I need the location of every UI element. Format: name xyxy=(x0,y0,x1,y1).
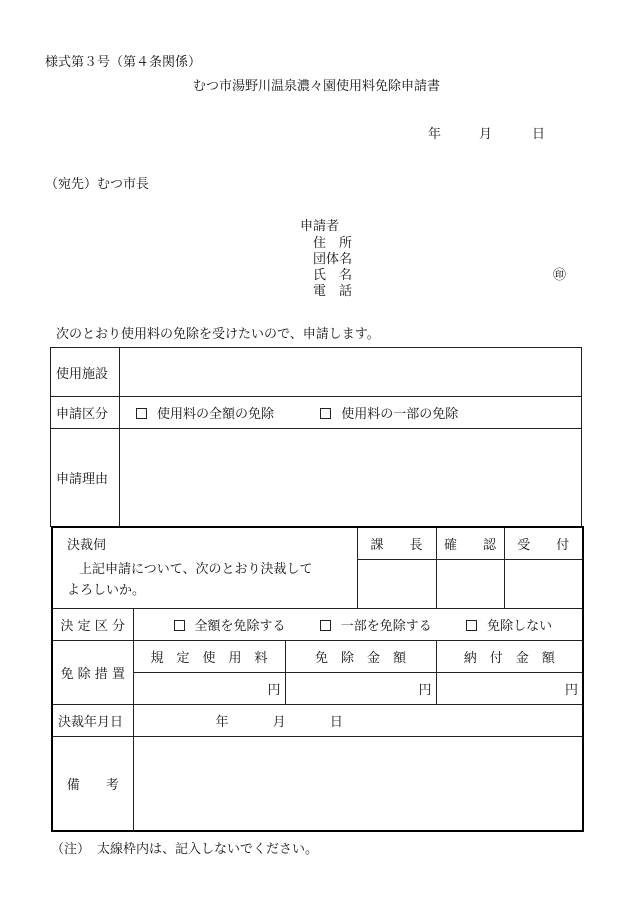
yen-unit: 円 xyxy=(267,682,281,698)
request-title: 決裁伺 xyxy=(52,527,357,559)
approver-receipt-label: 受 付 xyxy=(504,527,583,559)
standard-fee-field[interactable] xyxy=(133,672,285,704)
yen-unit: 円 xyxy=(565,682,579,698)
full-exemption-checkbox[interactable] xyxy=(136,408,147,419)
partial-exemption-label: 使用料の一部の免除 xyxy=(341,407,459,422)
exemption-amount-header: 免 除 金 額 xyxy=(285,640,436,672)
document-title: むつ市湯野川温泉濃々園使用料免除申請書 xyxy=(193,79,441,94)
decision-table xyxy=(51,526,584,832)
decision-partial-checkbox[interactable] xyxy=(320,620,331,631)
decision-date-year: 年 xyxy=(215,714,229,730)
note-label: （注） xyxy=(51,842,91,857)
decision-none-label: 免除しない xyxy=(487,618,553,634)
date-year-label: 年 xyxy=(428,127,442,142)
full-exemption-label: 使用料の全額の免除 xyxy=(157,407,275,422)
approver-chief-label: 課 長 xyxy=(357,527,436,559)
exemption-label: 免 除 措 置 xyxy=(52,640,133,704)
category-label: 申請区分 xyxy=(51,397,120,429)
form-id: 様式第３号（第４条関係） xyxy=(45,55,202,70)
request-text-line-1: 上記申請について、次のとおり決裁して xyxy=(79,562,313,577)
request-text xyxy=(52,559,357,608)
decision-none-checkbox[interactable] xyxy=(466,620,477,631)
decision-partial-label: 一部を免除する xyxy=(340,618,432,634)
intro-text: 次のとおり使用料の免除を受けたいので、申請します。 xyxy=(56,327,380,342)
chief-seal-box[interactable] xyxy=(357,559,436,608)
standard-fee-header: 規 定 使 用 料 xyxy=(133,640,285,672)
approver-confirm-label: 確 認 xyxy=(436,527,504,559)
decision-options xyxy=(133,608,583,640)
decision-full-label: 全額を免除する xyxy=(194,618,286,634)
applicant-heading: 申請者 xyxy=(300,219,340,234)
decision-date-label: 決裁年月日 xyxy=(52,704,133,736)
applicant-group-label: 団体名 xyxy=(313,252,353,267)
payment-amount-header: 納 付 金 額 xyxy=(436,640,583,672)
confirm-seal-box[interactable] xyxy=(436,559,504,608)
facility-field[interactable] xyxy=(120,348,582,397)
partial-exemption-checkbox[interactable] xyxy=(320,408,331,419)
request-text-line-2: よろしいか。 xyxy=(67,583,146,598)
yen-unit: 円 xyxy=(418,682,432,698)
note-text: 太線枠内は、記入しないでください。 xyxy=(97,842,319,857)
application-table xyxy=(50,347,582,527)
remarks-label: 備 考 xyxy=(52,736,133,831)
applicant-name-label: 氏 名 xyxy=(313,268,353,283)
applicant-phone-label: 電 話 xyxy=(313,284,353,299)
payment-amount-field[interactable] xyxy=(436,672,583,704)
addressee: （宛先）むつ市長 xyxy=(45,177,150,192)
facility-label: 使用施設 xyxy=(51,348,120,397)
receipt-seal-box[interactable] xyxy=(504,559,583,608)
decision-date-field[interactable] xyxy=(133,704,583,736)
decision-date-month: 月 xyxy=(272,714,286,730)
decision-full-checkbox[interactable] xyxy=(174,620,185,631)
exemption-amount-field[interactable] xyxy=(285,672,436,704)
date-day-label: 日 xyxy=(532,127,546,142)
seal-mark: ㊞ xyxy=(553,268,567,283)
date-month-label: 月 xyxy=(479,127,493,142)
category-options xyxy=(120,397,582,429)
remarks-field[interactable] xyxy=(133,736,583,831)
reason-label: 申請理由 xyxy=(51,429,120,527)
applicant-address-label: 住 所 xyxy=(313,236,353,251)
reason-field[interactable] xyxy=(120,429,582,527)
decision-date-day: 日 xyxy=(329,714,343,730)
decision-label: 決 定 区 分 xyxy=(52,608,133,640)
